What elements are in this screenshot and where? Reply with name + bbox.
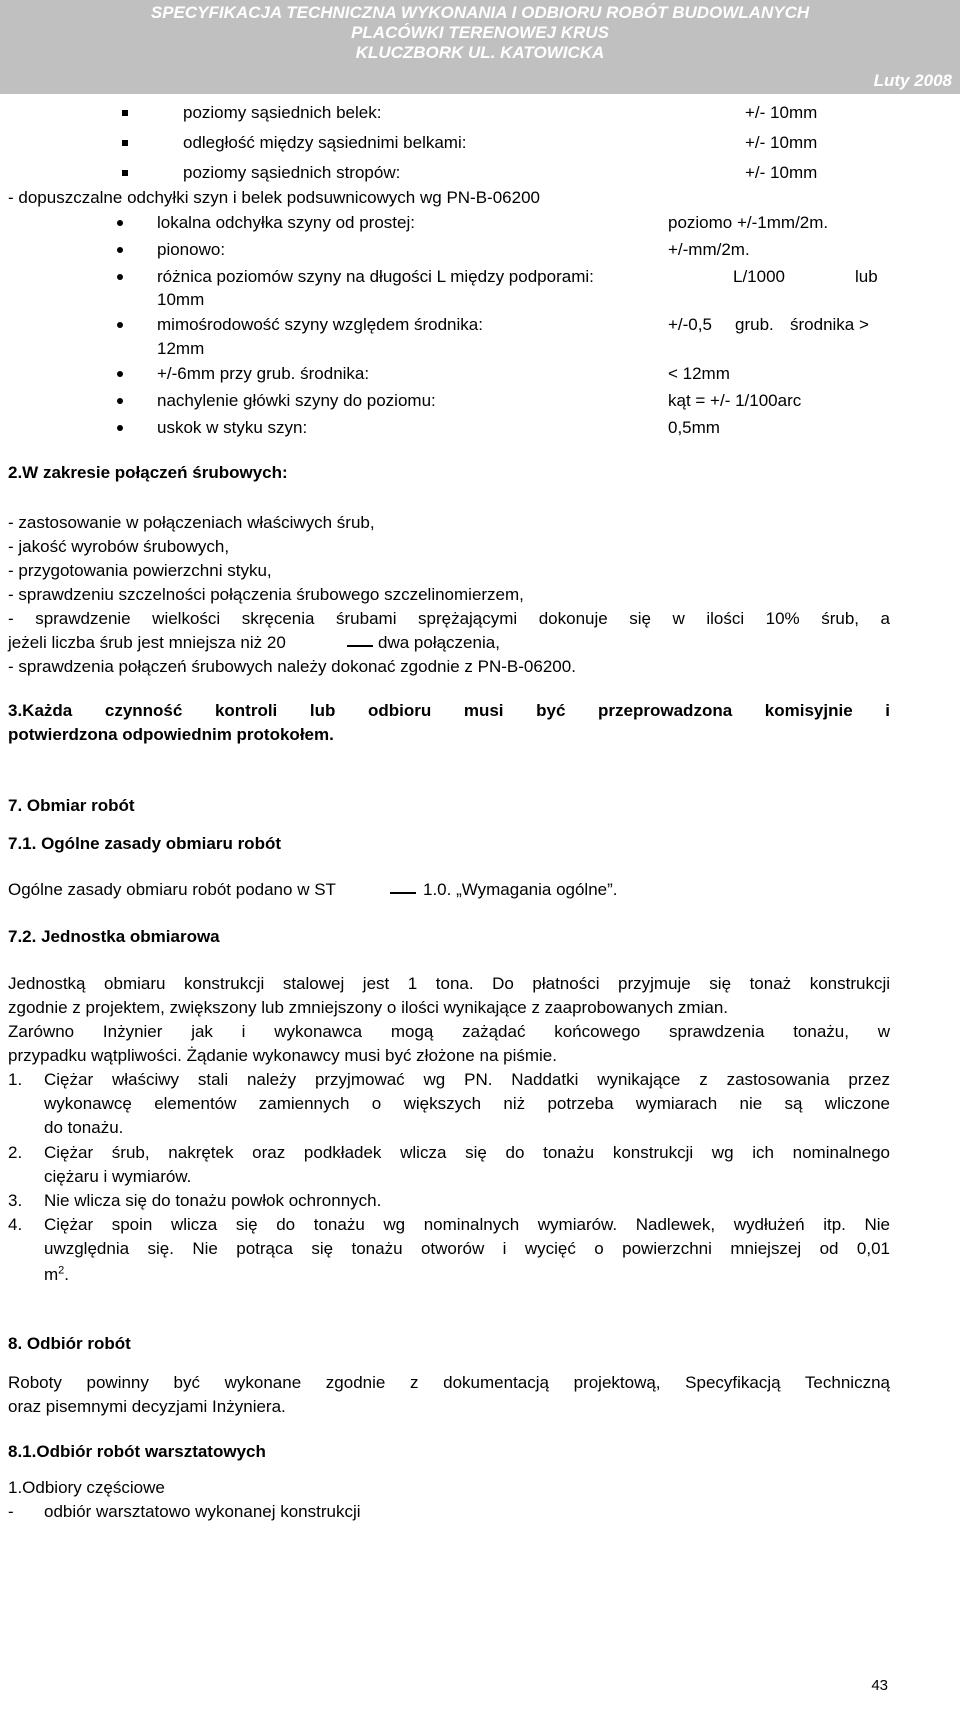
paragraph-line: Jednostką obmiaru konstrukcji stalowej jest 1 tona. Do płatności przyjmuje się tonaż konstrukcji [8, 974, 890, 993]
section-heading: 7. Obmiar robót [8, 796, 135, 815]
header-title-line-3: KLUCZBORK UL. KATOWICKA [355, 43, 605, 62]
list-item-prefix: jeżeli liczba śrub jest mniejsza niż 20 [8, 633, 286, 652]
rail-item-value: 0,5mm [668, 418, 720, 437]
square-bullet-icon [122, 110, 128, 116]
em-dash [390, 892, 416, 894]
page-header [0, 0, 960, 94]
list-item: 1.Odbiory częściowe [8, 1478, 165, 1497]
tolerance-value: +/- 10mm [745, 103, 818, 122]
tolerance-value: +/- 10mm [745, 163, 818, 182]
numbered-item: Ciężar śrub, nakrętek oraz podkładek wlicza się do tonażu konstrukcji wg ich nominalnego [44, 1143, 890, 1162]
em-dash [347, 645, 373, 647]
round-bullet-icon [117, 247, 123, 253]
control-statement-cont: potwierdzona odpowiednim protokołem. [8, 725, 334, 744]
rail-item-tail: środnika > [790, 315, 869, 334]
rail-item-continuation: 10mm [157, 290, 205, 309]
list-item: odbiór warsztatowo wykonanej konstrukcji [44, 1502, 361, 1521]
tolerance-value: +/- 10mm [745, 133, 818, 152]
rail-item-label: uskok w styku szyn: [157, 418, 308, 437]
list-item: - sprawdzenia połączeń śrubowych należy dokonać zgodnie z PN-B-06200. [8, 657, 576, 676]
numbered-item-cont: wykonawcę elementów zamiennych o większych niż potrzeba wymiarach nie są wliczone [44, 1094, 890, 1113]
paragraph-suffix: 1.0. „Wymagania ogólne”. [423, 880, 618, 899]
list-number: 1. [8, 1070, 23, 1089]
round-bullet-icon [117, 274, 123, 280]
rail-item-value: poziomo +/-1mm/2m. [668, 213, 829, 232]
rail-item-label: nachylenie główki szyny do poziomu: [157, 391, 436, 410]
list-number: 4. [8, 1215, 23, 1234]
square-bullet-icon [122, 170, 128, 176]
tolerance-label: poziomy sąsiednich stropów: [183, 163, 401, 182]
rail-item-value: kąt = +/- 1/100arc [668, 391, 802, 410]
rail-item-label: lokalna odchyłka szyny od prostej: [157, 213, 415, 232]
numbered-item-cont: uwzględnia się. Nie potrąca się tonażu otworów i wycięć o powierzchni mniejszej od 0,01 [44, 1239, 890, 1258]
numbered-item: Ciężar spoin wlicza się do tonażu wg nominalnych wymiarów. Nadlewek, wydłużeń itp. Nie [44, 1215, 890, 1234]
rail-item-continuation: 12mm [157, 339, 205, 358]
list-item: - jakość wyrobów śrubowych, [8, 537, 230, 556]
rail-item-label: mimośrodowość szyny względem środnika: [157, 315, 483, 334]
subsection-heading: 7.2. Jednostka obmiarowa [8, 927, 220, 946]
paragraph-prefix: Ogólne zasady obmiaru robót podano w ST [8, 880, 336, 899]
paragraph-line: Roboty powinny być wykonane zgodnie z dokumentacją projektową, Specyfikacją Techniczną [8, 1373, 890, 1392]
round-bullet-icon [117, 371, 123, 377]
list-number: 2. [8, 1143, 23, 1162]
header-title-line-2: PLACÓWKI TERENOWEJ KRUS [351, 23, 609, 42]
header-title-line-1: SPECYFIKACJA TECHNICZNA WYKONANIA I ODBIORU ROBÓT BUDOWLANYCH [150, 3, 810, 22]
rail-item-value: L/1000 [733, 267, 785, 286]
list-item-suffix: dwa połączenia, [378, 633, 500, 652]
paragraph-line: zgodnie z projektem, zwiększony lub zmniejszony o ilości wynikające z zaaprobowanych zmian. [8, 998, 728, 1017]
rail-item-value: +/-0,5 [668, 315, 712, 334]
tolerance-label: odległość między sąsiednimi belkami: [183, 133, 467, 152]
round-bullet-icon [117, 220, 123, 226]
numbered-item: Ciężar właściwy stali należy przyjmować wg PN. Naddatki wynikające z zastosowania przez [44, 1070, 890, 1089]
page-number: 43 [871, 1677, 888, 1694]
list-item: - sprawdzenie wielkości skręcenia śrubami sprężającymi dokonuje się w ilości 10% śrub, a [8, 609, 890, 628]
rail-item-label: +/-6mm przy grub. środnika: [157, 364, 370, 383]
numbered-item-cont: $m^2$. [44, 1264, 70, 1284]
rail-item-mid: grub. [735, 315, 774, 334]
rail-item-value: +/-mm/2m. [668, 240, 750, 259]
list-item: - przygotowania powierzchni styku, [8, 561, 272, 580]
deviation-heading: - dopuszczalne odchyłki szyn i belek podsuwnicowych wg PN-B-06200 [8, 188, 540, 207]
rail-item-label: pionowo: [157, 240, 226, 259]
rail-item-tail: lub [855, 267, 878, 286]
paragraph-line: przypadku wątpliwości. Żądanie wykonawcy musi być złożone na piśmie. [8, 1046, 557, 1065]
tolerance-label: poziomy sąsiednich belek: [183, 103, 382, 122]
round-bullet-icon [117, 322, 123, 328]
list-number: 3. [8, 1191, 23, 1210]
numbered-item-cont: do tonażu. [44, 1118, 124, 1137]
subsection-heading: 8.1.Odbiór robót warsztatowych [8, 1442, 266, 1461]
square-bullet-icon [122, 140, 128, 146]
section-heading: 2.W zakresie połączeń śrubowych: [8, 463, 288, 482]
list-dash: - [8, 1502, 14, 1521]
subsection-heading: 7.1. Ogólne zasady obmiaru robót [8, 834, 281, 853]
paragraph-line: oraz pisemnymi decyzjami Inżyniera. [8, 1397, 286, 1416]
round-bullet-icon [117, 398, 123, 404]
numbered-item-cont: ciężaru i wymiarów. [44, 1167, 192, 1186]
list-item: - sprawdzeniu szczelności połączenia śrubowego szczelinomierzem, [8, 585, 524, 604]
list-item: - zastosowanie w połączeniach właściwych śrub, [8, 513, 375, 532]
paragraph-line: Zarówno Inżynier jak i wykonawca mogą zażądać końcowego sprawdzenia tonażu, w [8, 1022, 890, 1041]
numbered-item: Nie wlicza się do tonażu powłok ochronnych. [44, 1191, 382, 1210]
round-bullet-icon [117, 425, 123, 431]
section-heading: 8. Odbiór robót [8, 1334, 131, 1353]
header-date: Luty 2008 [873, 71, 952, 90]
control-statement: 3.Każda czynność kontroli lub odbioru musi być przeprowadzona komisyjnie i [8, 701, 890, 720]
rail-item-label: różnica poziomów szyny na długości L między podporami: [157, 267, 594, 286]
rail-item-value: < 12mm [668, 364, 730, 383]
